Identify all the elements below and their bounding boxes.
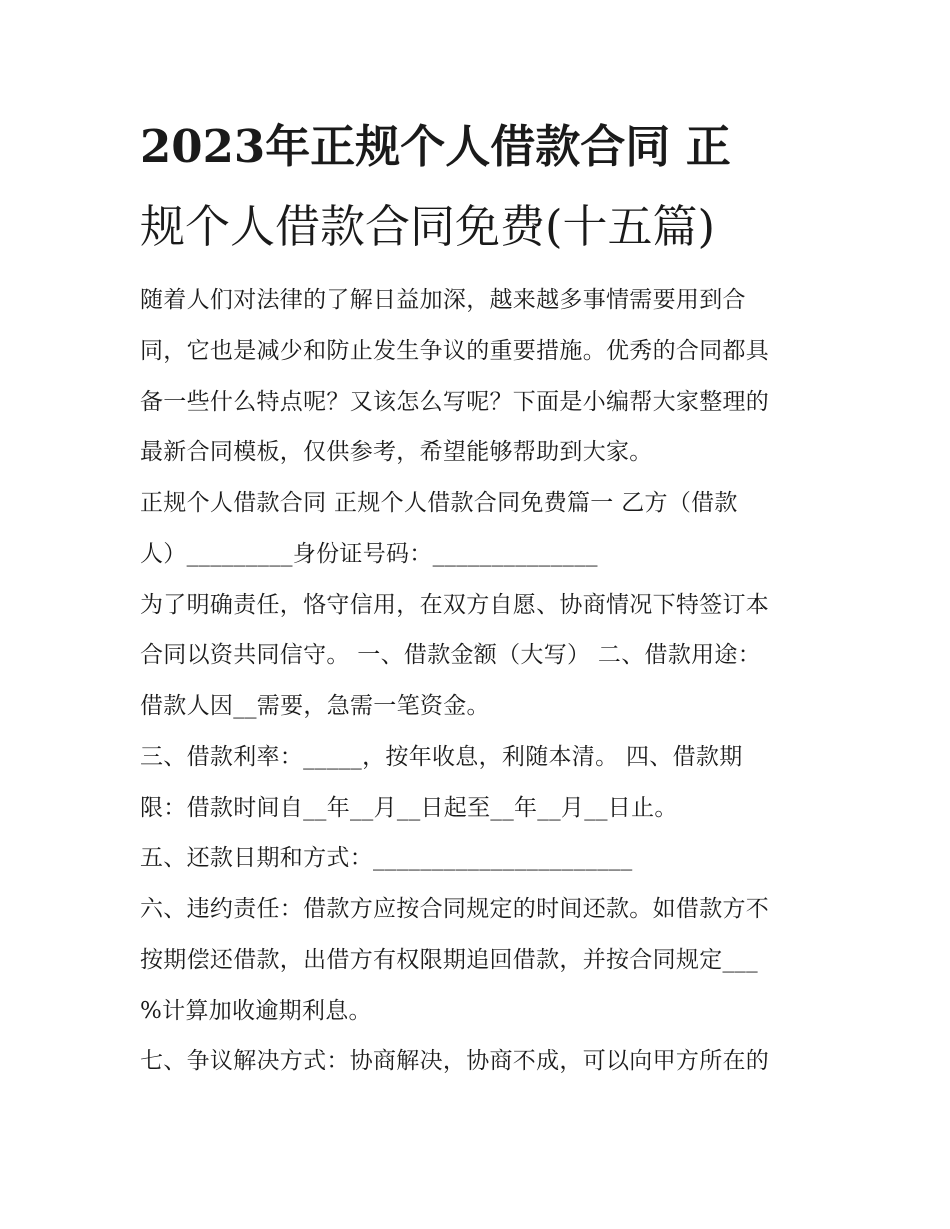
paragraph-line: 最新合同模板，仅供参考，希望能够帮助到大家。 [140,439,653,465]
paragraph-line: %计算加收逾期利息。 [140,998,372,1024]
paragraph-line: 同，它也是减少和防止发生争议的重要措施。优秀的合同都具 [140,338,770,364]
paragraph-line: 七、争议解决方式：协商解决，协商不成，可以向甲方所在的 [140,1048,770,1074]
paragraph-line: 正规个人借款合同 正规个人借款合同免费篇一 乙方（借款 [140,490,738,516]
paragraph-line: 借款人因__需要，急需一笔资金。 [140,693,490,719]
paragraph-line: 五、还款日期和方式：______________________ [140,845,633,871]
paragraph-line: 三、借款利率：_____，按年收息，利随本清。 四、借款期 [140,744,743,770]
paragraph-line: 随着人们对法律的了解日益加深，越来越多事情需要用到合 [140,287,746,313]
paragraph-line: 六、违约责任：借款方应按合同规定的时间还款。如借款方不 [140,896,770,922]
paragraph-line: 限：借款时间自__年__月__日起至__年__月__日止。 [140,795,678,821]
paragraph-line: 合同以资共同信守。 一、借款金额（大写） 二、借款用途： [140,642,762,668]
paragraph-line: 为了明确责任，恪守信用，在双方自愿、协商情况下特签订本 [140,592,770,618]
document-title-line-1: 2023年正规个人借款合同 正 [140,120,731,173]
paragraph-line: 按期偿还借款，出借方有权限期追回借款，并按合同规定___ [140,947,758,973]
paragraph-line: 人）_________身份证号码：______________ [140,541,598,567]
document-title-line-2: 规个人借款合同免费(十五篇) [140,200,716,253]
paragraph-line: 备一些什么特点呢？又该怎么写呢？下面是小编帮大家整理的 [140,389,770,415]
